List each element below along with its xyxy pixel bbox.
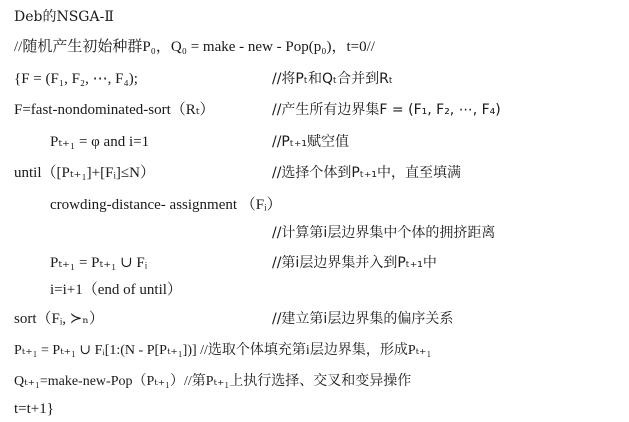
code-text: crowding-distance- assignment （Fᵢ） <box>50 197 282 213</box>
comment-text: //将Pₜ和Qₜ合并到Rₜ <box>272 71 394 87</box>
comment-text: //产生所有边界集F = (F₁, F₂, ⋯, F₄) <box>272 102 501 118</box>
code-text: i=i+1（end of until） <box>50 282 182 298</box>
code-text: until（[Pₜ₊₁]+[Fᵢ]≤N） <box>14 165 155 181</box>
comment-text: //计算第i层边界集中个体的拥挤距离 <box>272 225 496 241</box>
code-text: Pₜ₊₁ = Pₜ₊₁ ∪ Fᵢ[1:(N - P[Pₜ₊₁])] //选取个体填充第i层边界集，形成Pₜ₊₁ <box>14 343 432 358</box>
comment-text: //建立第i层边界集的偏序关系 <box>272 311 454 327</box>
code-text: //随机产生初始种群P₀，Q₀ = make - new - Pop(p₀)，t=0// <box>14 39 375 55</box>
comment-text: //Pₜ₊₁赋空值 <box>272 134 350 150</box>
comment-text: //选择个体到Pₜ₊₁中，直至填满 <box>272 165 462 181</box>
code-text: Pₜ₊₁ = φ and i=1 <box>50 134 150 150</box>
code-text: Pₜ₊₁ = Pₜ₊₁ ∪ Fᵢ <box>50 255 148 271</box>
title-text: Deb的NSGA-Ⅱ <box>14 9 114 25</box>
code-text: F=fast-nondominated-sort（Rₜ） <box>14 102 215 118</box>
code-text: sort（Fᵢ, ≻ₙ） <box>14 311 104 327</box>
code-text: Qₜ₊₁=make-new-Pop（Pₜ₊₁）//第Pₜ₊₁上执行选择、交叉和变异操作 <box>14 374 412 389</box>
code-text: {F = (F₁, F₂, ⋯, F₄); <box>14 71 138 87</box>
comment-text: //第i层边界集并入到Pₜ₊₁中 <box>272 255 437 271</box>
code-text: t=t+1} <box>14 401 54 417</box>
